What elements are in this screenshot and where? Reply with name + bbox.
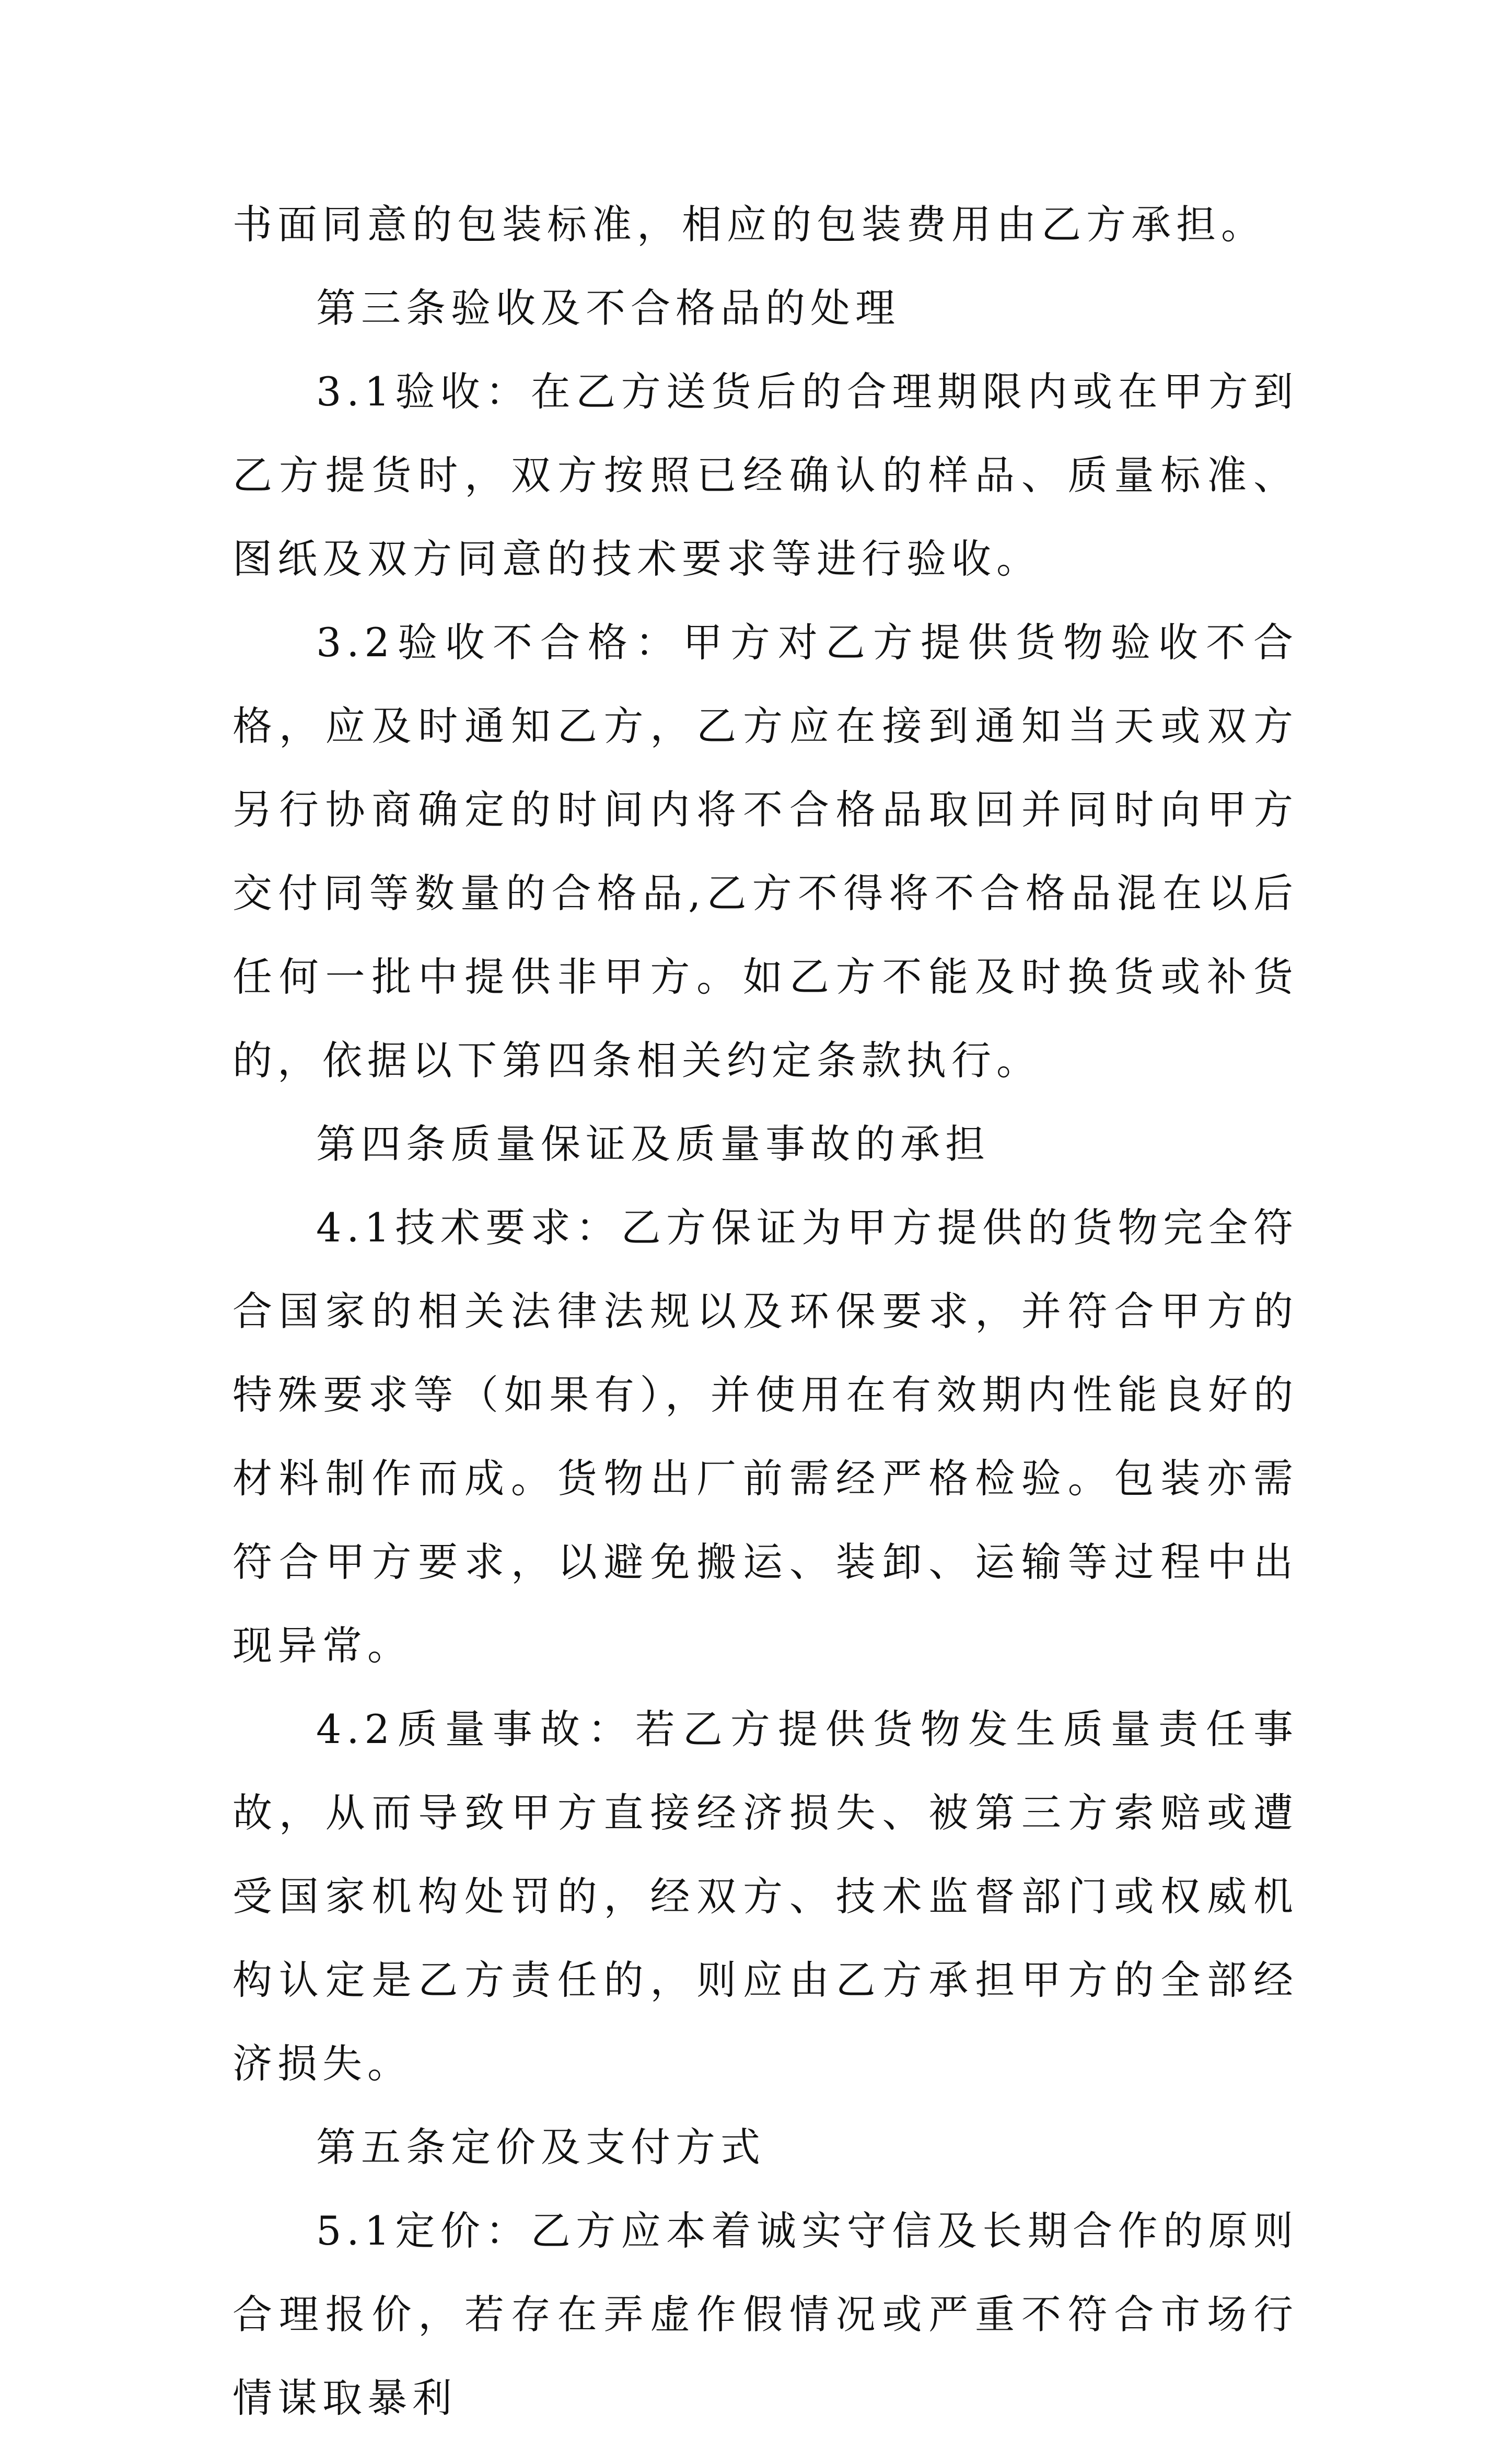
paragraph-packaging-continuation: 书面同意的包装标准，相应的包装费用由乙方承担。 — [232, 201, 1266, 248]
heading-article-5: 第五条定价及支付方式 — [316, 2124, 765, 2170]
heading-article-3: 第三条验收及不合格品的处理 — [316, 285, 900, 331]
clause-3-1: 3.1验收：在乙方送货后的合理期限内或在甲方到乙方提货时，双方按照已经确认的样品、质量标准、图纸及双方同意的技术要求等进行验收。 — [232, 368, 1298, 582]
clause-3-2: 3.2验收不合格：甲方对乙方提供货物验收不合格，应及时通知乙方，乙方应在接到通知当天或双方另行协商确定的时间内将不合格品取回并同时向甲方交付同等数量的合格品,乙方不得将不合格品混在以后任何一批中提供非甲方。如乙方不能及时换货或补货的，依据以下第四条相关约定条款执行。 — [232, 619, 1298, 1084]
heading-article-4: 第四条质量保证及质量事故的承担 — [316, 1121, 990, 1167]
clause-4-1: 4.1技术要求：乙方保证为甲方提供的货物完全符合国家的相关法律法规以及环保要求，并符合甲方的特殊要求等（如果有），并使用在有效期内性能良好的材料制作而成。货物出厂前需经严格检验。包装亦需符合甲方要求，以避免搬运、装卸、运输等过程中出现异常。 — [232, 1204, 1298, 1669]
contract-text — [232, 183, 1298, 2440]
clause-5-1: 5.1定价：乙方应本着诚实守信及长期合作的原则合理报价，若存在弄虚作假情况或严重不符合市场行情谋取暴利 — [232, 2207, 1298, 2421]
clause-4-2: 4.2质量事故：若乙方提供货物发生质量责任事故，从而导致甲方直接经济损失、被第三方索赔或遭受国家机构处罚的，经双方、技术监督部门或权威机构认定是乙方责任的，则应由乙方承担甲方的全部经济损失。 — [232, 1706, 1298, 2087]
